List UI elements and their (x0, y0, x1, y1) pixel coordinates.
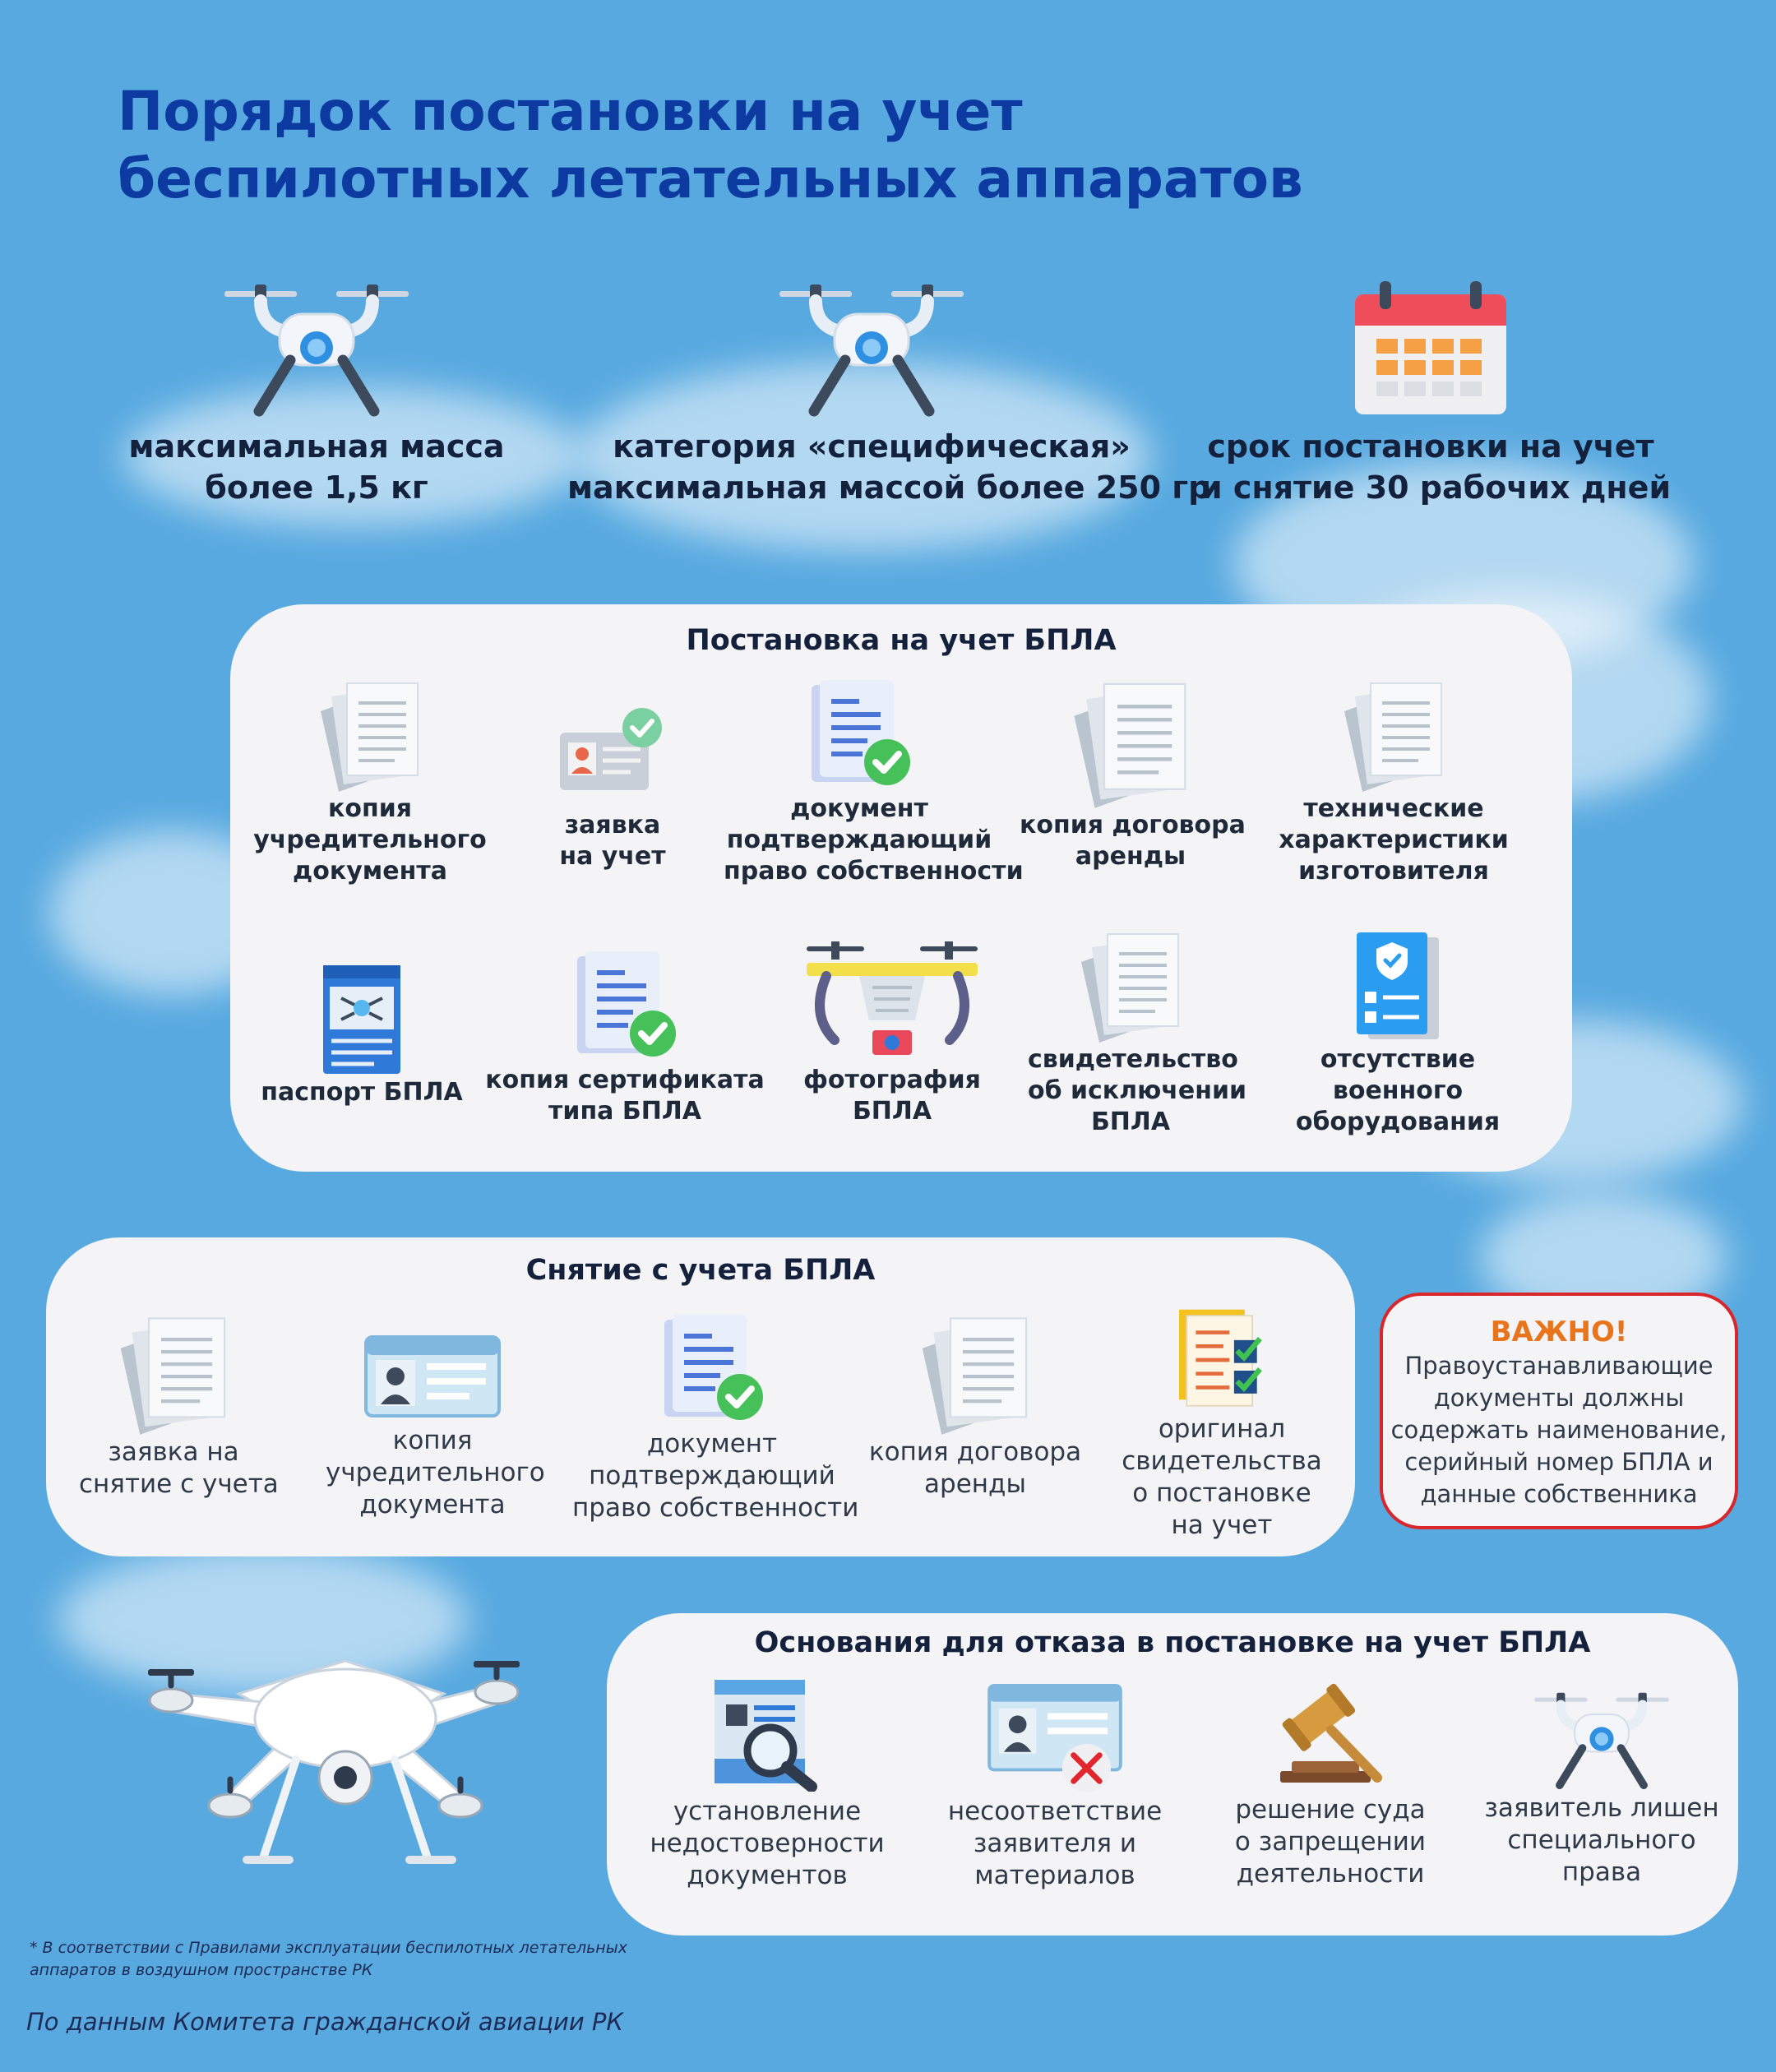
item-label: аренды (924, 1469, 1026, 1499)
item-label: учредительного (253, 826, 487, 854)
item-label: решение суда (1235, 1795, 1426, 1825)
item-label: копия договора (1020, 811, 1246, 839)
deregistration-item (79, 1313, 279, 1501)
item-label: права (1561, 1857, 1642, 1887)
registration-item (485, 950, 765, 1127)
title-line-1: Порядок постановки на учет (118, 80, 1023, 143)
calendar-icon (1348, 278, 1513, 418)
refusal-item (1215, 1679, 1445, 1890)
feature-line: срок постановки на учет (1207, 428, 1654, 465)
magnifier-document-icon (710, 1672, 825, 1796)
item-label: паспорт БПЛА (261, 1078, 463, 1107)
feature-specific-category (567, 278, 1211, 508)
item-label: документа (359, 1490, 506, 1519)
item-label: снятие с учета (79, 1469, 279, 1499)
registration-item (255, 962, 469, 1108)
registration-panel (230, 604, 1572, 1172)
footnote-line: * В соответствии с Правилами эксплуатации беспилотных летательных (30, 1939, 627, 1957)
refusal-item (640, 1672, 895, 1892)
source-note: По данным Комитета гражданской авиации РК (26, 2008, 623, 2036)
item-label: отсутствие (1320, 1045, 1476, 1074)
item-label: копия сертификата (485, 1066, 765, 1094)
important-line: содержать наименование, (1390, 1416, 1727, 1444)
item-label: заявитель лишен (1484, 1793, 1719, 1823)
item-label: об исключении (1028, 1076, 1247, 1105)
item-label: право собственности (724, 857, 1024, 886)
deregistration-title: Снятие с учета БПЛА (525, 1254, 876, 1287)
id-card-cross-icon (985, 1682, 1125, 1796)
title-line-2: беспилотных летательных аппаратов (118, 147, 1303, 210)
refusal-item (1478, 1686, 1725, 1889)
documents-stack-icon (1336, 678, 1451, 793)
item-label: несоответствие (947, 1797, 1163, 1826)
drone-icon (210, 278, 423, 418)
registration-item (1020, 678, 1246, 872)
item-label: документа (293, 857, 447, 886)
item-label: оригинал (1158, 1414, 1286, 1444)
item-label: установление (673, 1797, 862, 1826)
item-label: технические (1303, 794, 1484, 823)
quadcopter-illustration (99, 1595, 559, 1891)
item-label: копия договора (868, 1437, 1082, 1467)
item-label: БПЛА (852, 1097, 932, 1126)
feature-line: максимальная масса (128, 428, 505, 465)
item-label: учредительного (326, 1458, 545, 1487)
item-label: документ (646, 1429, 778, 1459)
item-label: специального (1507, 1825, 1696, 1855)
camera-drone-icon (802, 941, 983, 1065)
certificate-checklist-icon (1172, 1307, 1271, 1413)
registration-item (1028, 929, 1247, 1138)
item-label: фотография (803, 1066, 981, 1094)
registration-item (502, 695, 724, 872)
item-label: о постановке (1132, 1478, 1311, 1508)
item-label: копия (328, 794, 412, 823)
important-line: документы должны (1433, 1384, 1685, 1412)
item-label: о запрещении (1234, 1827, 1427, 1857)
important-note (1380, 1293, 1738, 1529)
item-label: типа БПЛА (548, 1097, 701, 1126)
registration-item (1274, 678, 1513, 887)
refusal-title: Основания для отказа в постановке на учет БПЛА (754, 1626, 1591, 1659)
passport-icon (317, 962, 407, 1077)
item-label: документ (790, 794, 928, 823)
document-check-icon (654, 1313, 770, 1428)
item-label: копия (392, 1426, 473, 1455)
item-label: деятельности (1236, 1859, 1425, 1889)
item-label: на учет (1171, 1510, 1273, 1540)
important-line: серийный номер БПЛА и (1404, 1448, 1714, 1476)
item-label: документов (687, 1861, 848, 1890)
item-label: свидетельство (1028, 1045, 1238, 1074)
shield-document-icon (1348, 929, 1447, 1044)
item-label: БПЛА (1090, 1108, 1171, 1136)
feature-line: более 1,5 кг (205, 469, 428, 506)
item-label: материалов (974, 1861, 1135, 1890)
footnote (30, 1937, 627, 1982)
item-label: характеристики (1279, 826, 1509, 854)
registration-title: Постановка на учет БПЛА (686, 624, 1117, 657)
document-check-icon (802, 678, 917, 793)
item-label: заявка (564, 811, 661, 839)
documents-stack-icon (112, 1313, 235, 1436)
deregistration-item (326, 1326, 545, 1521)
document-check-icon (567, 950, 682, 1065)
deregistration-item (868, 1313, 1082, 1501)
feature-line: и снятие 30 рабочих дней (1200, 469, 1672, 506)
deregistration-panel (46, 1237, 1355, 1556)
deregistration-item (1115, 1307, 1329, 1542)
feature-max-mass (123, 278, 510, 508)
item-label: аренды (1075, 842, 1186, 871)
footnote-line: аппаратов в воздушном пространстве РК (30, 1961, 373, 1979)
item-label: заявка на (108, 1437, 239, 1467)
important-heading: ВАЖНО! (1490, 1316, 1628, 1348)
page-title (118, 78, 1515, 213)
id-card-icon (363, 1326, 502, 1425)
feature-line: максимальная массой более 250 гр (567, 469, 1211, 506)
item-label: оборудования (1295, 1108, 1501, 1136)
drone-icon (1524, 1686, 1680, 1792)
item-label: на учет (559, 842, 666, 871)
id-card-check-icon (555, 695, 670, 810)
item-label: свидетельства (1122, 1446, 1322, 1476)
refusal-item (936, 1682, 1174, 1892)
item-label: подтверждающий (726, 826, 992, 854)
feature-term (1200, 278, 1672, 508)
item-label: военного (1332, 1076, 1464, 1105)
registration-item (724, 678, 1024, 887)
documents-stack-icon (913, 1313, 1037, 1436)
gavel-icon (1269, 1679, 1392, 1794)
important-line: Правоустанавливающие (1404, 1352, 1714, 1380)
documents-stack-icon (1073, 929, 1188, 1044)
deregistration-item (572, 1313, 859, 1524)
feature-line: категория «специфическая» (613, 428, 1131, 465)
registration-item (789, 941, 995, 1127)
item-label: недостоверности (650, 1829, 885, 1858)
item-label: подтверждающий (589, 1461, 835, 1491)
registration-item (247, 678, 493, 887)
important-line: данные собственника (1420, 1480, 1698, 1508)
refusal-panel (607, 1613, 1738, 1936)
item-label: заявителя и (973, 1829, 1137, 1858)
item-label: изготовителя (1298, 857, 1489, 886)
registration-item (1283, 929, 1513, 1138)
item-label: право собственности (572, 1493, 859, 1523)
drone-icon (765, 278, 978, 418)
documents-stack-icon (312, 678, 428, 793)
documents-stack-icon (1065, 678, 1196, 810)
